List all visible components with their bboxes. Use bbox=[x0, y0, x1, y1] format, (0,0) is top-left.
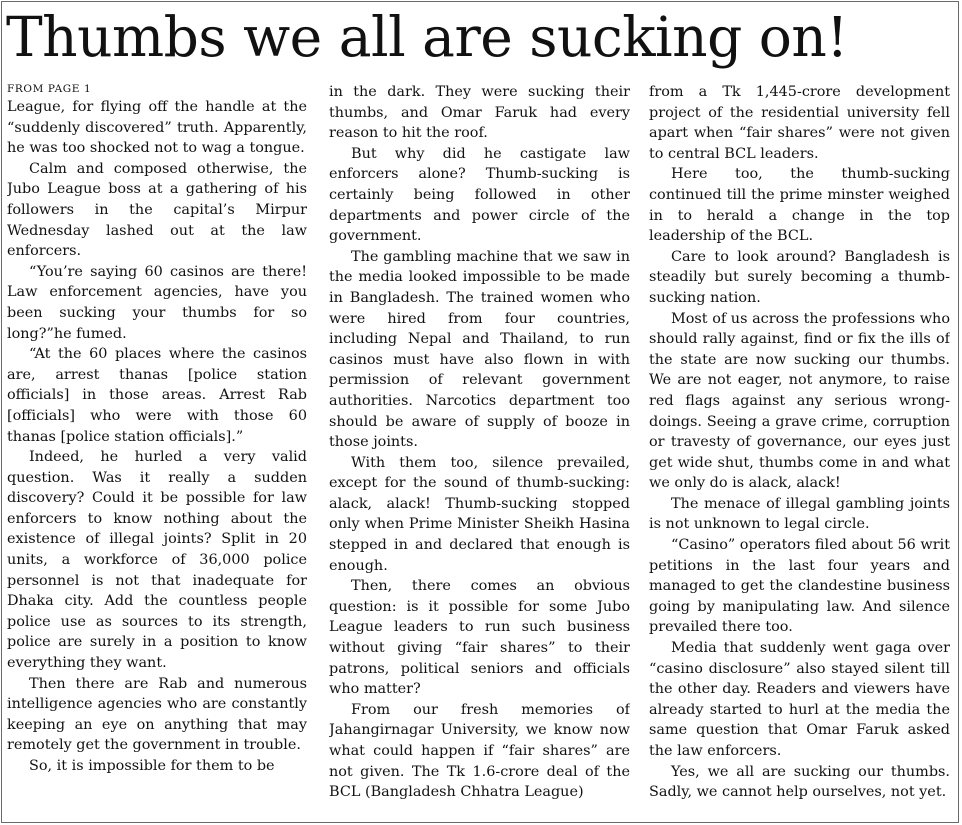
paragraph: The gambling machine that we saw in the media looked impossible to be made in Bangladesh. The trained women who were hired from four countries, including Nepal and Thailand, to run casinos must have also flown in with permission of relevant government authorities. Narcotics department too should be aware of supply of booze in those joints. bbox=[329, 248, 630, 451]
paragraph: “You’re saying 60 casinos are there! Law enforcement agencies, have you been sucking your thumbs for so long?”he fumed. bbox=[7, 263, 307, 342]
kicker: FROM PAGE 1 bbox=[7, 83, 92, 95]
paragraph: Care to look around? Bangladesh is steadily but surely becoming a thumb-sucking nation. bbox=[649, 248, 950, 306]
paragraph: “At the 60 places where the casinos are, arrest thanas [police station officials] in those areas. Arrest Rab [officials] who were with those 60 thanas [police station officials].” bbox=[7, 346, 307, 445]
paragraph: From our fresh memories of Jahangirnagar University, we know now what could happen if “fair shares” are not given. The Tk 1.6-crore deal of the BCL (Bangladesh Chhatra League) bbox=[329, 701, 630, 801]
paragraph: League, for flying off the handle at the “suddenly discovered” truth. Apparently, he was too shocked not to wag a tongue. bbox=[7, 99, 307, 157]
paragraph: Indeed, he hurled a very valid question. Was it really a sudden discovery? Could it be possible for law enforcers to know nothing about the existence of illegal joints? Split in 20 units, a workforce of 36,000 police personnel is not that inadequate for Dhaka city. Add the countless people police use as sources to its strength, police are surely in a position to know everything they want. bbox=[7, 449, 307, 672]
paragraph: With them too, silence prevailed, except for the sound of thumb-sucking: alack, alack! Thumb-sucking stopped only when Prime Minister Sheikh Hasina stepped in and declared that enough is enough. bbox=[329, 454, 630, 574]
paragraph: But why did he castigate law enforcers alone? Thumb-sucking is certainly being followed in other departments and power circle of the government. bbox=[329, 145, 630, 245]
paragraph: Calm and composed otherwise, the Jubo League boss at a gathering of his followers in the capital’s Mirpur Wednesday lashed out at the law enforcers. bbox=[7, 160, 307, 260]
paragraph: Media that suddenly went gaga over “casino disclosure” also stayed silent till the other day. Readers and viewers have already started to hurl at the media the same question that Omar Faruk asked the law enforcers. bbox=[649, 640, 950, 759]
paragraph: Most of us across the professions who should rally against, find or fix the ills of the state are now sucking our thumbs. We are not eager, not anymore, to raise red flags against any serious wrong-doings. Seeing a grave crime, corruption or travesty of governance, our eyes just get wide shut, thumbs come in and what we only do is alack, alack! bbox=[649, 310, 950, 492]
paragraph: The menace of illegal gambling joints is not unknown to legal circle. bbox=[649, 495, 950, 533]
headline: Thumbs we all are sucking on! bbox=[6, 5, 848, 69]
article-column-2 bbox=[329, 82, 630, 822]
paragraph: So, it is impossible for them to be bbox=[29, 758, 275, 774]
article-column-3 bbox=[649, 82, 950, 822]
paragraph: Then, there comes an obvious question: is it possible for some Jubo League leaders to run such business without giving “fair shares” to their patrons, political seniors and officials who matter? bbox=[329, 578, 630, 698]
paragraph: Then there are Rab and numerous intelligence agencies who are constantly keeping an eye on anything that may remotely get the government in trouble. bbox=[7, 675, 307, 754]
paragraph: in the dark. They were sucking their thumbs, and Omar Faruk had every reason to hit the roof. bbox=[329, 84, 630, 142]
paragraph: from a Tk 1,445-crore development project of the residential university fell apart when “fair shares” were not given to central BCL leaders. bbox=[649, 84, 950, 162]
paragraph: Yes, we all are sucking our thumbs. Sadly, we cannot help ourselves, not yet. bbox=[649, 763, 950, 801]
paragraph: “Casino” operators filed about 56 writ petitions in the last four years and managed to get the clandestine business going by manipulating law. And silence prevailed there too. bbox=[649, 537, 950, 636]
paragraph: Here too, the thumb-sucking continued till the prime minster weighed in to herald a change in the top leadership of the BCL. bbox=[649, 166, 950, 245]
article-column-1 bbox=[7, 82, 307, 822]
